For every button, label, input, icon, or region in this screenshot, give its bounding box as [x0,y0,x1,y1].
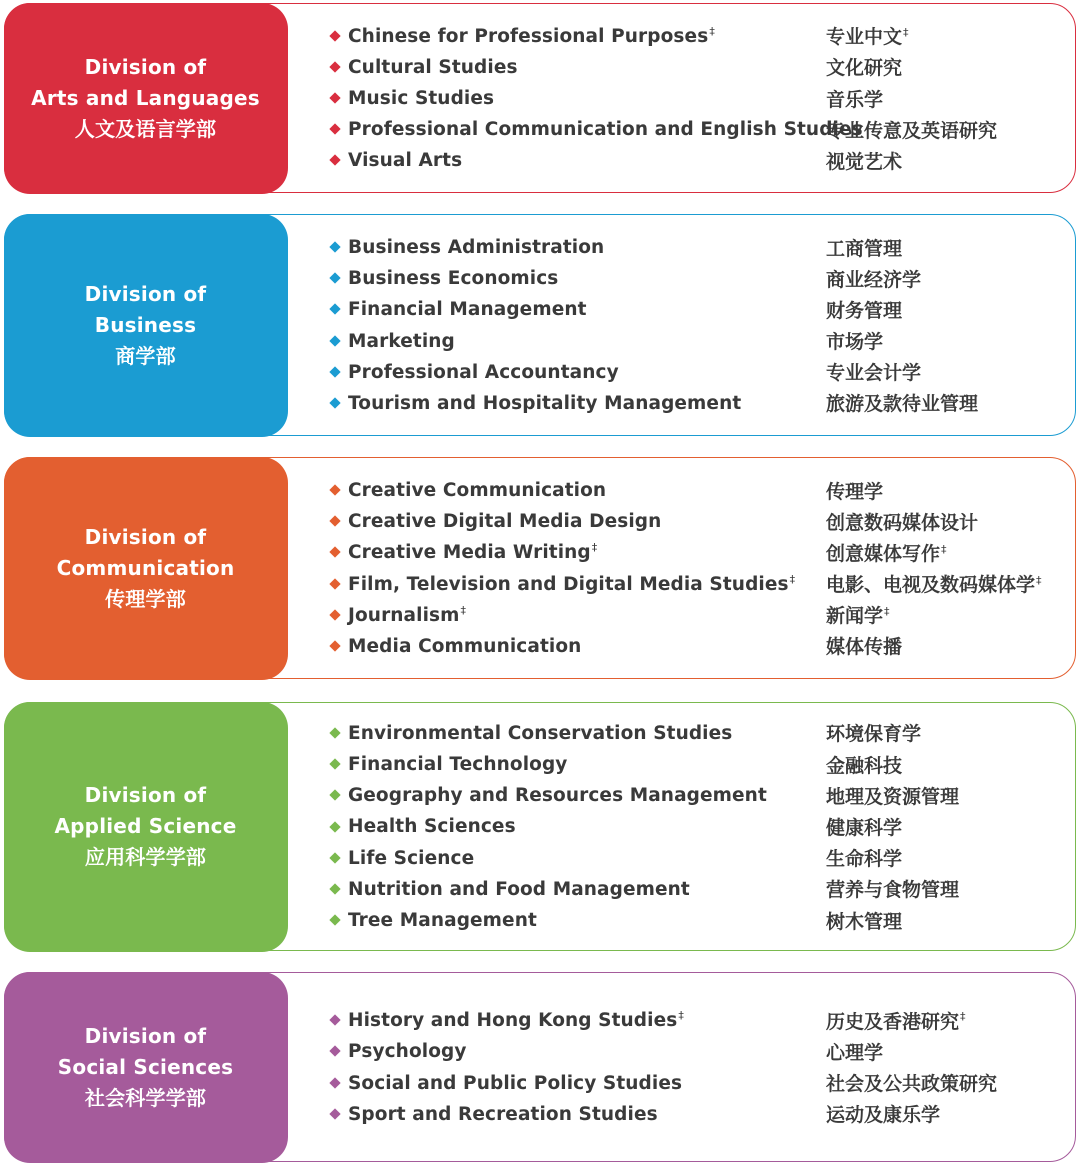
program-name-en-text: Psychology [348,1041,467,1063]
program-name-en [348,118,863,141]
program-name-en-text: Life Science [348,847,475,869]
program-name-en-text: Professional Communication and English Studies [348,119,863,141]
program-name-en [348,510,826,532]
double-dagger-mark: ‡ [903,25,909,39]
program-name-en [348,87,826,109]
list-item [327,114,1065,145]
division-title-line2: Arts and Languages [31,85,260,110]
program-name-zh-text: 创意数码媒体设计 [826,511,979,534]
program-name-zh [826,265,922,292]
diamond-bullet-icon [329,578,340,589]
list-item [327,1098,1065,1129]
program-name-en-text: Sport and Recreation Studies [348,1103,658,1125]
division-title-line1: Division of [84,783,207,807]
program-name-en-text: Financial Technology [348,754,568,776]
program-name-en-text: Tourism and Hospitality Management [348,393,742,415]
diamond-bullet-icon [329,1046,340,1057]
diamond-bullet-icon [329,92,340,103]
list-item [327,873,1065,904]
program-name-en-text: Business Economics [348,268,559,290]
program-name-zh-text: 媒体传播 [826,636,903,659]
diamond-bullet-icon [329,124,340,135]
program-name-zh [826,539,947,566]
list-item [327,506,1065,537]
program-list [327,703,1065,950]
program-name-en-text: Business Administration [348,237,605,259]
diamond-bullet-icon [329,758,340,769]
division-title-block [4,972,288,1163]
list-item [327,20,1065,51]
program-name-zh-text: 传理学 [826,480,884,503]
program-name-zh-text: 文化研究 [826,57,903,80]
division-card-business [4,214,1076,436]
program-name-zh [826,1038,884,1065]
diamond-bullet-icon [329,883,340,894]
program-name-zh-text: 新闻学 [826,605,884,628]
division-card-social-sciences [4,972,1076,1162]
program-name-en-text: Visual Arts [348,150,463,172]
list-item [327,356,1065,387]
double-dagger-mark: ‡ [591,541,598,555]
program-name-zh-text: 社会及公共政策研究 [826,1073,998,1096]
program-name-zh [826,389,979,416]
program-name-zh [826,844,903,871]
division-title-block [4,3,288,194]
program-name-zh [826,751,903,778]
program-name-zh [826,907,903,934]
double-dagger-mark: ‡ [789,572,796,586]
program-name-en-text: Nutrition and Food Management [348,878,690,900]
program-name-en [348,1072,826,1094]
list-item [327,717,1065,748]
program-name-en [348,909,826,931]
program-name-zh [826,601,890,628]
program-name-en [348,878,826,900]
program-name-zh-text: 专业中文 [826,26,903,49]
list-item [327,537,1065,568]
program-name-zh-text: 历史及香港研究 [826,1010,960,1033]
diamond-bullet-icon [329,821,340,832]
program-name-zh [826,234,903,261]
program-name-zh [826,296,903,323]
list-item [327,780,1065,811]
program-name-en-text: Environmental Conservation Studies [348,723,733,745]
list-item [327,325,1065,356]
program-list [327,458,1065,678]
program-name-zh-text: 专业传意及英语研究 [826,119,998,142]
division-title-block [4,457,288,680]
division-title-zh: 商学部 [115,343,176,368]
program-name-en [348,635,826,657]
division-title-line2: Applied Science [54,814,237,838]
list-item [327,568,1065,599]
list-item [327,630,1065,661]
program-name-zh [826,358,922,385]
program-list [327,973,1065,1161]
diamond-bullet-icon [329,304,340,315]
diamond-bullet-icon [329,609,340,620]
list-item [327,263,1065,294]
program-name-en [348,392,826,414]
division-title-line1: Division of [84,524,207,549]
list-item [327,51,1065,82]
program-name-en [348,361,826,383]
program-name-zh [826,53,903,80]
division-card-communication [4,457,1076,679]
program-name-en [348,604,826,626]
program-name-en [348,722,826,744]
program-name-zh-text: 心理学 [826,1041,884,1064]
diamond-bullet-icon [329,484,340,495]
program-name-en [348,298,826,320]
diamond-bullet-icon [329,1015,340,1026]
diamond-bullet-icon [329,1108,340,1119]
program-name-en [348,784,826,806]
division-title-line2: Social Sciences [57,1054,234,1079]
division-title-zh: 人文及语言学部 [74,116,217,141]
program-name-zh-text: 商业经济学 [826,268,922,291]
program-name-zh [826,1007,966,1034]
diamond-bullet-icon [329,241,340,252]
program-name-en [348,753,826,775]
program-name-zh [826,327,884,354]
double-dagger-mark: ‡ [884,604,890,618]
division-title-line1: Division of [84,1023,207,1048]
diamond-bullet-icon [329,335,340,346]
list-item [327,904,1065,935]
program-name-en-text: Financial Management [348,299,587,321]
program-name-en-text: Marketing [348,330,455,352]
program-name-en [348,1040,826,1062]
program-name-zh-text: 市场学 [826,331,884,354]
diamond-bullet-icon [329,155,340,166]
program-name-zh [826,813,903,840]
program-list [327,215,1065,435]
program-name-zh-text: 专业会计学 [826,362,922,385]
program-name-zh [826,477,884,504]
program-name-zh-text: 视觉艺术 [826,150,903,173]
program-name-zh-text: 工商管理 [826,237,903,260]
program-name-zh [826,719,922,746]
program-name-en [348,1009,826,1031]
diamond-bullet-icon [329,516,340,527]
program-name-zh-text: 健康科学 [826,817,903,839]
program-name-zh [826,147,903,174]
program-name-en-text: Film, Television and Digital Media Studies [348,573,789,595]
program-name-en [348,847,826,869]
division-title-zh: 应用科学学部 [84,845,207,869]
diamond-bullet-icon [329,727,340,738]
program-name-en [348,267,826,289]
list-item [327,474,1065,505]
program-name-zh-text: 环境保育学 [826,723,922,746]
program-name-en [348,149,826,171]
division-title-line2: Business [94,312,197,337]
program-name-en-text: Tree Management [348,910,537,932]
diamond-bullet-icon [329,366,340,377]
program-name-en [348,479,826,501]
division-title-block [4,702,288,952]
division-title-line2: Communication [56,555,235,580]
program-name-en [348,1103,826,1125]
program-name-en [348,573,826,595]
list-item [327,294,1065,325]
diamond-bullet-icon [329,273,340,284]
program-name-en-text: Creative Digital Media Design [348,511,662,533]
program-name-zh-text: 金融科技 [826,754,903,777]
list-item [327,1036,1065,1067]
program-name-en-text: History and Hong Kong Studies [348,1010,678,1032]
program-name-zh-text: 运动及康乐学 [826,1104,941,1127]
program-name-en-text: Chinese for Professional Purposes [348,25,709,47]
double-dagger-mark: ‡ [960,1010,966,1024]
list-item [327,811,1065,842]
division-title-zh: 社会科学学部 [84,1085,207,1110]
double-dagger-mark: ‡ [460,603,467,617]
division-title-block [4,214,288,437]
diamond-bullet-icon [329,790,340,801]
list-item [327,145,1065,176]
list-item [327,387,1065,418]
program-name-en-text: Social and Public Policy Studies [348,1072,683,1094]
program-name-en-text: Creative Media Writing [348,542,591,564]
program-name-zh-text: 音乐学 [826,88,884,111]
list-item [327,1005,1065,1036]
diamond-bullet-icon [329,547,340,558]
program-name-en [348,815,826,837]
diamond-bullet-icon [329,852,340,863]
program-name-zh-text: 电影、电视及数码媒体学 [826,574,1036,597]
program-name-zh [826,22,909,49]
program-name-en [348,541,826,563]
list-item [327,82,1065,113]
division-title-line1: Division of [84,281,207,306]
program-name-en-text: Cultural Studies [348,56,518,78]
program-name-en-text: Music Studies [348,88,495,110]
list-item [327,599,1065,630]
double-dagger-mark: ‡ [1036,573,1042,587]
program-name-zh-text: 树木管理 [826,910,903,933]
diamond-bullet-icon [329,640,340,651]
double-dagger-mark: ‡ [678,1009,684,1023]
program-name-en [348,25,826,47]
diamond-bullet-icon [329,1077,340,1088]
program-name-zh [826,508,979,535]
program-name-zh [826,1100,941,1127]
program-name-zh-text: 生命科学 [826,848,903,871]
program-name-zh [826,116,998,143]
program-name-zh-text: 财务管理 [826,299,903,322]
division-card-arts-and-languages [4,3,1076,193]
program-name-en-text: Creative Communication [348,480,607,502]
program-name-zh [826,85,884,112]
diamond-bullet-icon [329,914,340,925]
diamond-bullet-icon [329,397,340,408]
program-name-zh [826,570,1042,597]
program-name-en-text: Health Sciences [348,816,516,838]
list-item [327,749,1065,780]
program-name-zh-text: 创意媒体写作 [826,542,941,565]
division-title-line1: Division of [84,54,207,79]
division-card-applied-science [4,702,1076,951]
program-name-zh [826,1069,998,1096]
list-item [327,1067,1065,1098]
double-dagger-mark: ‡ [709,24,715,38]
diamond-bullet-icon [329,61,340,72]
program-name-en-text: Journalism [348,604,460,626]
program-name-zh-text: 营养与食物管理 [826,879,960,902]
list-item [327,231,1065,262]
program-name-zh-text: 旅游及款待业管理 [826,393,979,416]
list-item [327,842,1065,873]
double-dagger-mark: ‡ [941,542,947,556]
program-name-en-text: Geography and Resources Management [348,785,767,807]
program-name-zh-text: 地理及资源管理 [826,785,960,808]
program-name-zh [826,782,960,809]
program-name-en [348,330,826,352]
program-list [327,4,1065,192]
program-name-zh [826,632,903,659]
diamond-bullet-icon [329,30,340,41]
program-name-en [348,236,826,258]
program-name-en-text: Media Communication [348,636,582,658]
program-name-zh [826,875,960,902]
program-name-en-text: Professional Accountancy [348,361,619,383]
division-title-zh: 传理学部 [105,586,186,611]
program-name-en [348,56,826,78]
